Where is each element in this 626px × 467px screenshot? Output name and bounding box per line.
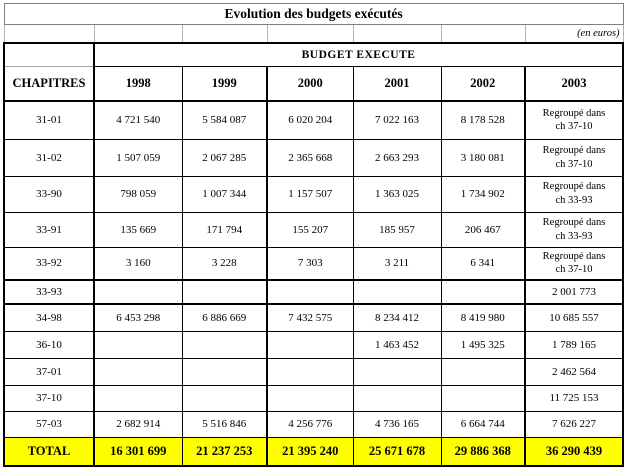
total-value: 21 395 240 <box>267 437 353 466</box>
cell-value <box>441 358 525 385</box>
total-label: TOTAL <box>4 437 94 466</box>
cell-value: Regroupé dans ch 33-93 <box>525 212 623 247</box>
note-spacer <box>353 25 441 44</box>
header-year-2002: 2002 <box>441 67 525 102</box>
row-label: 57-03 <box>4 411 94 437</box>
cell-value: 11 725 153 <box>525 385 623 411</box>
cell-value: Regroupé dans ch 33-93 <box>525 176 623 212</box>
row-label: 34-98 <box>4 304 94 331</box>
table-row <box>4 385 623 411</box>
note-spacer <box>182 25 267 44</box>
cell-value <box>353 280 441 304</box>
chapitres-header-spacer <box>4 43 94 67</box>
header-year-2000: 2000 <box>267 67 353 102</box>
cell-value <box>267 358 353 385</box>
cell-value: 3 211 <box>353 247 441 280</box>
cell-value: 2 365 668 <box>267 139 353 176</box>
table-row <box>4 411 623 437</box>
cell-value: 4 721 540 <box>94 101 182 139</box>
cell-value: 6 886 669 <box>182 304 267 331</box>
cell-value: 3 180 081 <box>441 139 525 176</box>
row-label: 33-90 <box>4 176 94 212</box>
row-label: 33-92 <box>4 247 94 280</box>
cell-value: 206 467 <box>441 212 525 247</box>
note-spacer <box>94 25 182 44</box>
cell-value: 135 669 <box>94 212 182 247</box>
cell-value: 6 453 298 <box>94 304 182 331</box>
cell-value: 798 059 <box>94 176 182 212</box>
cell-value <box>94 358 182 385</box>
cell-value: 10 685 557 <box>525 304 623 331</box>
cell-value: 8 419 980 <box>441 304 525 331</box>
cell-value: 1 789 165 <box>525 331 623 358</box>
table-row <box>4 247 623 280</box>
table-row <box>4 331 623 358</box>
cell-value <box>182 385 267 411</box>
cell-value: 2 682 914 <box>94 411 182 437</box>
cell-value: 1 007 344 <box>182 176 267 212</box>
cell-value <box>94 331 182 358</box>
cell-value: 185 957 <box>353 212 441 247</box>
row-label: 37-01 <box>4 358 94 385</box>
header-chapitres: CHAPITRES <box>4 67 94 102</box>
cell-value <box>182 358 267 385</box>
cell-value: 2 001 773 <box>525 280 623 304</box>
cell-value: 1 734 902 <box>441 176 525 212</box>
cell-value: 8 178 528 <box>441 101 525 139</box>
row-label: 37-10 <box>4 385 94 411</box>
total-value: 25 671 678 <box>353 437 441 466</box>
row-label: 31-02 <box>4 139 94 176</box>
row-label: 33-91 <box>4 212 94 247</box>
cell-value: 4 256 776 <box>267 411 353 437</box>
cell-value: 7 022 163 <box>353 101 441 139</box>
cell-value <box>182 331 267 358</box>
cell-value: 1 507 059 <box>94 139 182 176</box>
cell-value: 1 495 325 <box>441 331 525 358</box>
cell-value: Regroupé dans ch 37-10 <box>525 101 623 139</box>
cell-value: 3 160 <box>94 247 182 280</box>
note-spacer <box>441 25 525 44</box>
cell-value: 1 157 507 <box>267 176 353 212</box>
cell-value: 6 664 744 <box>441 411 525 437</box>
budget-table <box>3 3 624 467</box>
total-value: 16 301 699 <box>94 437 182 466</box>
cell-value: 4 736 165 <box>353 411 441 437</box>
cell-value <box>94 385 182 411</box>
note-spacer <box>4 25 94 44</box>
cell-value: 171 794 <box>182 212 267 247</box>
table-row <box>4 139 623 176</box>
cell-value: 155 207 <box>267 212 353 247</box>
cell-value <box>353 385 441 411</box>
header-budget-execute: BUDGET EXECUTE <box>94 43 623 67</box>
cell-value: 7 303 <box>267 247 353 280</box>
unit-note: (en euros) <box>525 25 623 44</box>
cell-value: 3 228 <box>182 247 267 280</box>
cell-value: Regroupé dans ch 37-10 <box>525 247 623 280</box>
note-spacer <box>267 25 353 44</box>
table-row <box>4 304 623 331</box>
total-value: 29 886 368 <box>441 437 525 466</box>
table-row <box>4 101 623 139</box>
cell-value <box>267 385 353 411</box>
cell-value: 7 432 575 <box>267 304 353 331</box>
cell-value: 1 463 452 <box>353 331 441 358</box>
table-row <box>4 212 623 247</box>
cell-value <box>267 331 353 358</box>
table-row <box>4 280 623 304</box>
total-value: 36 290 439 <box>525 437 623 466</box>
cell-value: 7 626 227 <box>525 411 623 437</box>
cell-value: 2 462 564 <box>525 358 623 385</box>
cell-value: Regroupé dans ch 37-10 <box>525 139 623 176</box>
row-label: 31-01 <box>4 101 94 139</box>
cell-value: 2 663 293 <box>353 139 441 176</box>
cell-value <box>94 280 182 304</box>
cell-value: 8 234 412 <box>353 304 441 331</box>
header-year-1998: 1998 <box>94 67 182 102</box>
header-year-2001: 2001 <box>353 67 441 102</box>
cell-value: 6 020 204 <box>267 101 353 139</box>
cell-value: 5 516 846 <box>182 411 267 437</box>
table-row <box>4 176 623 212</box>
total-value: 21 237 253 <box>182 437 267 466</box>
table-row <box>4 358 623 385</box>
cell-value <box>441 385 525 411</box>
header-year-1999: 1999 <box>182 67 267 102</box>
cell-value: 1 363 025 <box>353 176 441 212</box>
row-label: 36-10 <box>4 331 94 358</box>
page-title: Evolution des budgets exécutés <box>4 4 623 25</box>
row-label: 33-93 <box>4 280 94 304</box>
cell-value <box>353 358 441 385</box>
header-year-2003: 2003 <box>525 67 623 102</box>
cell-value <box>267 280 353 304</box>
total-row <box>4 437 623 466</box>
cell-value <box>182 280 267 304</box>
cell-value: 2 067 285 <box>182 139 267 176</box>
cell-value: 6 341 <box>441 247 525 280</box>
cell-value <box>441 280 525 304</box>
cell-value: 5 584 087 <box>182 101 267 139</box>
